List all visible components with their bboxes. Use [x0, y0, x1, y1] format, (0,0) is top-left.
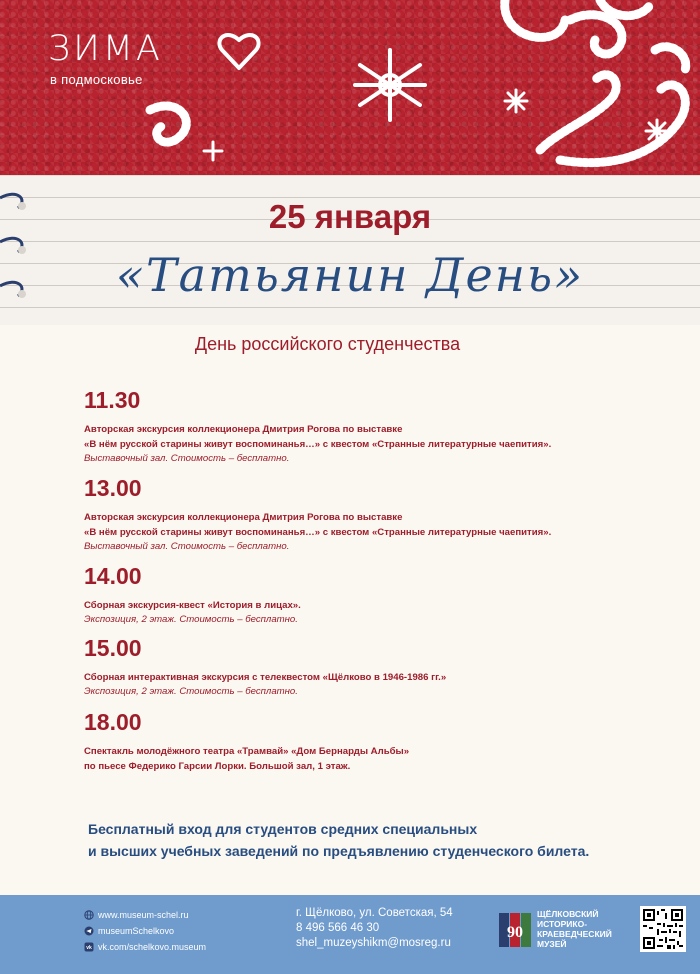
- telegram-link[interactable]: [84, 923, 206, 939]
- museum-logo: [497, 909, 617, 959]
- qr-code[interactable]: [640, 906, 686, 952]
- description-line: Авторская экскурсия коллекционера Дмитрия Рогова по выставке: [84, 424, 403, 435]
- description-line: Авторская экскурсия коллекционера Дмитрия Рогова по выставке: [84, 512, 403, 523]
- event-date: 25 января: [268, 198, 432, 235]
- description-line: Сборная экскурсия-квест «История в лицах».: [84, 600, 301, 611]
- logo-subtitle: в подмосковье: [50, 72, 143, 87]
- qr-code-pattern: [643, 909, 683, 949]
- phone: 8 496 566 46 30: [296, 922, 380, 934]
- schedule-description: [84, 670, 654, 685]
- museum-name: [537, 909, 612, 949]
- footer: [0, 895, 700, 974]
- vk-text: vk.com/schelkovo.museum: [98, 942, 207, 952]
- schedule-location: Выставочный зал. Стоимость – бесплатно.: [84, 541, 290, 552]
- schedule-time: 15.00: [84, 635, 142, 661]
- website-text: www.museum-schel.ru: [98, 910, 189, 920]
- svg-text:vk: vk: [86, 945, 92, 951]
- museum-emblem-icon: [497, 909, 533, 951]
- zima-logo: [48, 30, 268, 90]
- logo-word: ЗИМА: [48, 29, 163, 69]
- free-entry-note: [88, 818, 668, 862]
- description-line: Сборная интерактивная экскурсия с телеквестом «Щёлково в 1946-1986 гг.»: [84, 672, 447, 683]
- heart-icon: [216, 28, 262, 74]
- footer-links: [84, 907, 206, 955]
- website-link[interactable]: [84, 907, 206, 923]
- schedule-time: 13.00: [84, 475, 142, 501]
- museum-name-line: ИСТОРИКО-: [537, 919, 588, 929]
- schedule-item: [84, 633, 654, 699]
- event-subtitle: День российского студенчества: [194, 334, 461, 354]
- email[interactable]: shel_muzeyshikm@mosreg.ru: [296, 937, 451, 949]
- schedule-description: [84, 422, 654, 452]
- svg-text:90: 90: [507, 924, 523, 941]
- schedule-time: 18.00: [84, 709, 142, 735]
- header-banner: [0, 0, 700, 190]
- schedule-location: Экспозиция, 2 этаж. Стоимость – бесплатно.: [84, 686, 298, 697]
- schedule-item: [84, 707, 654, 774]
- museum-name-line: ЩЁЛКОВСКИЙ: [537, 909, 599, 919]
- contact-info: [296, 906, 453, 951]
- schedule-description: [84, 510, 654, 540]
- schedule-item: [84, 385, 654, 466]
- note-line: и высших учебных заведений по предъявлению студенческого билета.: [88, 843, 590, 859]
- museum-name-line: КРАЕВЕДЧЕСКИЙ: [537, 929, 612, 939]
- telegram-text: museumSchelkovo: [98, 926, 175, 936]
- description-line: «В нём русской старины живут воспоминанья…» с квестом «Странные литературные чаепития».: [84, 439, 552, 450]
- schedule-item: [84, 473, 654, 554]
- vk-link[interactable]: [84, 939, 206, 955]
- snowflake-icon: [355, 50, 425, 120]
- vk-icon: [84, 942, 94, 952]
- museum-name-line: МУЗЕЙ: [537, 939, 567, 949]
- event-title: «Татьянин День»: [115, 248, 585, 302]
- schedule-time: 11.30: [84, 387, 141, 413]
- description-line: по пьесе Федерико Гарсии Лорки. Большой зал, 1 этаж.: [84, 761, 351, 772]
- schedule-description: [84, 744, 654, 774]
- schedule-location: Выставочный зал. Стоимость – бесплатно.: [84, 453, 290, 464]
- globe-icon: [84, 910, 94, 920]
- description-line: «В нём русской старины живут воспоминанья…» с квестом «Странные литературные чаепития».: [84, 527, 552, 538]
- schedule-description: [84, 598, 654, 613]
- description-line: Спектакль молодёжного театра «Трамвай» «Дом Бернарды Альбы»: [84, 746, 410, 757]
- schedule-location: Экспозиция, 2 этаж. Стоимость – бесплатно.: [84, 614, 298, 625]
- note-line: Бесплатный вход для студентов средних специальных: [88, 821, 478, 837]
- telegram-icon: [84, 926, 94, 936]
- address: г. Щёлково, ул. Советская, 54: [296, 907, 453, 919]
- schedule-time: 14.00: [84, 563, 142, 589]
- schedule-item: [84, 561, 654, 627]
